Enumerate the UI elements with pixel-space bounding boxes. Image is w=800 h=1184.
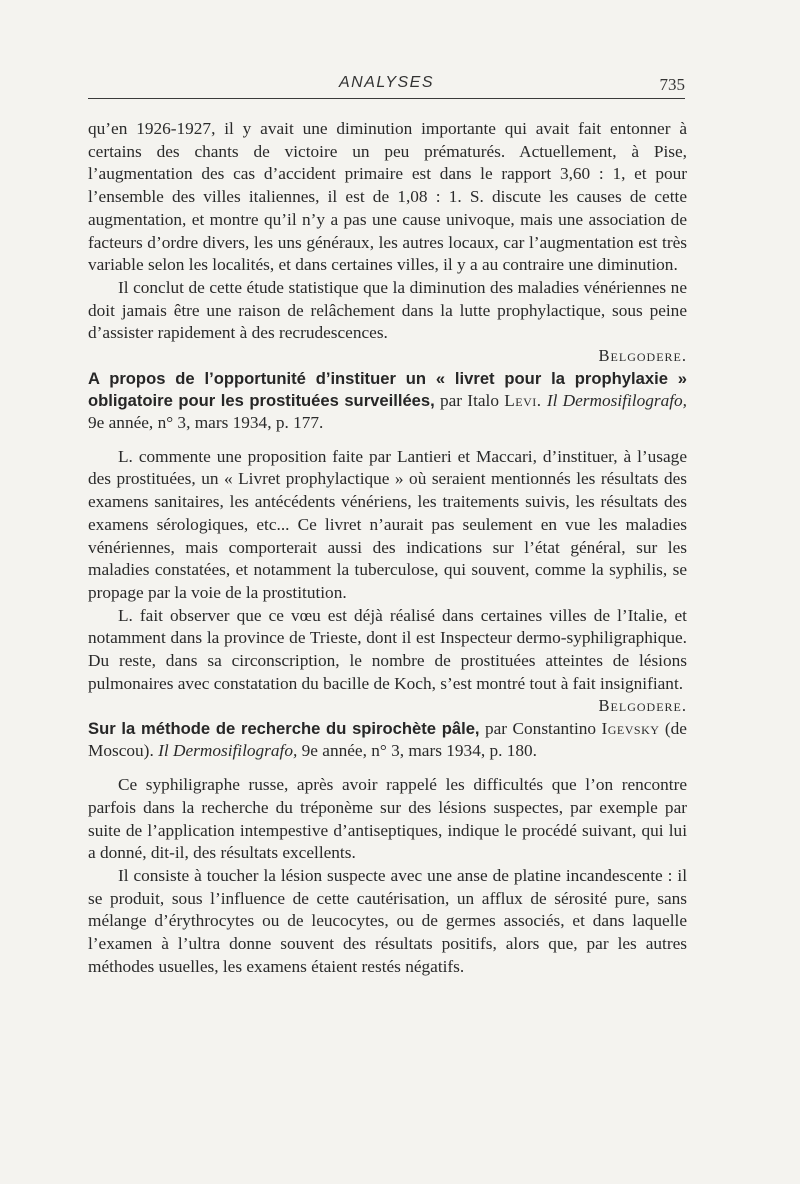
paragraph: Il conclut de cette étude statistique que la diminution des maladies vénériennes ne doit jamais être une raison de relâchement dans la lutte prophylactique, sous peine d’assister rapidement à des recrudescences. bbox=[88, 277, 687, 343]
paragraph: L. commente une proposition faite par Lantieri et Maccari, d’instituer, à l’usage des prostituées, un « Livret prophylactique » où seraient mentionnés les résultats des examens sanitaires, les antécédents vénériens, les traitements suivis, les résultats des examens sérologiques, etc... Ce livret n’aurait pas seulement en vue les maladies vénériennes, mais comporterait aussi des indications sur l’état général, sur les maladies constatées, et notamment la tuberculose, qui souvent, comme la syphilis, se propage par la voie de la prostitution. bbox=[88, 446, 687, 602]
article-heading bbox=[88, 368, 687, 434]
journal-title: Il Dermosifilografo, bbox=[158, 741, 298, 761]
author-origin: (de Moscou). bbox=[88, 719, 687, 761]
paragraph: Ce syphiligraphe russe, après avoir rappelé les difficultés que l’on rencontre parfois dans la recherche du tréponème sur des lésions suspectes, par exemple par suite de l’application intempestive d’antiseptiques, indique le procédé suivant, qui lui a donné, dit-il, des résultats excellents. bbox=[88, 775, 687, 863]
journal-title: Il Dermosifilografo, bbox=[546, 390, 687, 410]
article-title: A propos de l’opportunité d’instituer un « livret pour la prophylaxie » obligatoire pour les prostituées surveillées, bbox=[88, 368, 687, 410]
article-title: Sur la méthode de recherche du spirochète pâle, bbox=[88, 719, 480, 739]
paragraph: L. fait observer que ce vœu est déjà réalisé dans certaines villes de l’Italie, et notamment dans la province de Trieste, dont il est Inspecteur dermo-syphiligraphique. Du reste, dans sa circonscription, le nombre de prostituées atteintes de lésions pulmonaires avec constatation du bacille de Koch, s’est montré tout à fait insignifiant. bbox=[88, 605, 687, 693]
author-name: Igevsky bbox=[601, 719, 660, 739]
signature: Belgodere. bbox=[598, 346, 687, 366]
page-content bbox=[88, 118, 687, 979]
author-name: Levi. bbox=[504, 390, 542, 410]
author-prefix: par Constantino bbox=[485, 719, 597, 739]
running-head bbox=[88, 74, 685, 99]
paragraph: qu’en 1926-1927, il y avait une diminution importante qui avait fait entonner à certains des chants de victoire un peu prématurés. Actuellement, à Pise, l’augmentation des cas d’accident primaire est dans le rapport 3,60 : 1, et pour l’ensemble des villes italiennes, il est de 1,08 : 1. S. discute les causes de cette augmentation, et montre qu’il n’y a pas une cause univoque, mais une association de facteurs d’ordre divers, les uns généraux, les autres locaux, car l’augmentation est très variable selon les localités, et dans certaines villes, il y a au contraire une diminution. bbox=[88, 119, 687, 275]
citation: 9e année, n° 3, mars 1934, p. 180. bbox=[301, 741, 537, 761]
signature: Belgodere. bbox=[598, 696, 687, 716]
author-prefix: par Italo bbox=[440, 390, 499, 410]
citation: 9e année, n° 3, mars 1934, p. 177. bbox=[88, 412, 324, 432]
article-heading bbox=[88, 718, 687, 762]
page-number: 735 bbox=[659, 75, 685, 94]
paragraph: Il consiste à toucher la lésion suspecte avec une anse de platine incandescente : il se produit, sous l’influence de cette cautérisation, un afflux de sérosité pure, sans mélange d’érythrocytes ou de leucocytes, ou de germes associés, et dans laquelle l’examen à l’ultra donne souvent des résultats positifs, alors que, par les autres méthodes usuelles, les examens étaient restés négatifs. bbox=[88, 865, 687, 976]
running-title: ANALYSES bbox=[338, 74, 434, 91]
